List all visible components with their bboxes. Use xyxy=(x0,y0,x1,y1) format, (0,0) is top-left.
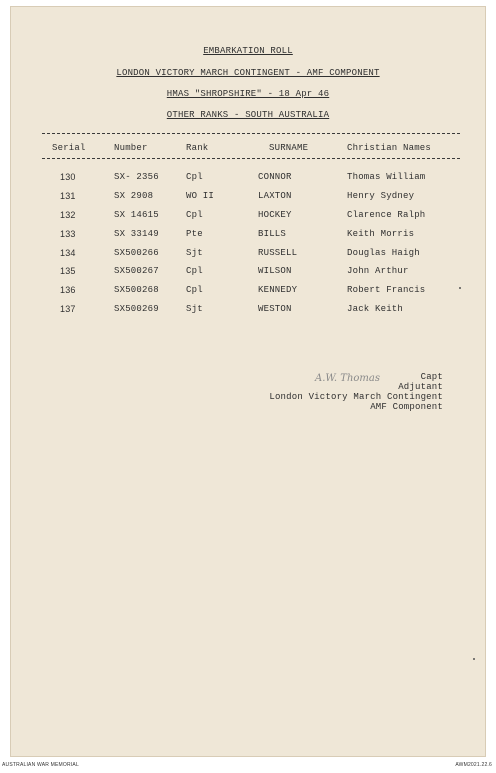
paper-mark xyxy=(459,287,461,289)
cell-rank: Pte xyxy=(186,229,203,239)
cell-number: SX500267 xyxy=(114,266,159,276)
cell-surname: HOCKEY xyxy=(258,210,292,220)
cell-serial: 133 xyxy=(60,229,76,239)
cell-number: SX 33149 xyxy=(114,229,159,239)
cell-christian-names: Douglas Haigh xyxy=(347,248,420,258)
cell-christian-names: John Arthur xyxy=(347,266,409,276)
archive-reference: AWM2021.22.6 xyxy=(455,762,492,768)
ship-date-line: HMAS "SHROPSHIRE" - 18 Apr 46 xyxy=(166,89,330,99)
signatory-title: Adjutant xyxy=(398,382,443,392)
ranks-state-line: OTHER RANKS - SOUTH AUSTRALIA xyxy=(166,110,330,120)
cell-christian-names: Thomas William xyxy=(347,172,426,182)
archive-label: AUSTRALIAN WAR MEMORIAL xyxy=(2,762,79,768)
header-christian-names: Christian Names xyxy=(347,143,432,153)
cell-surname: KENNEDY xyxy=(258,285,298,295)
cell-serial: 135 xyxy=(60,266,76,276)
cell-serial: 136 xyxy=(60,285,76,295)
cell-christian-names: Robert Francis xyxy=(347,285,426,295)
roll-title: EMBARKATION ROLL xyxy=(203,46,293,56)
cell-surname: RUSSELL xyxy=(258,248,298,258)
header-serial: Serial xyxy=(52,143,86,153)
cell-serial: 134 xyxy=(60,248,76,258)
cell-number: SX500269 xyxy=(114,304,159,314)
header-number: Number xyxy=(114,143,148,153)
cell-surname: BILLS xyxy=(258,229,287,239)
cell-christian-names: Jack Keith xyxy=(347,304,404,314)
cell-christian-names: Henry Sydney xyxy=(347,191,415,201)
contingent-title: LONDON VICTORY MARCH CONTINGENT - AMF COMPONENT xyxy=(116,68,380,78)
cell-number: SX 2908 xyxy=(114,191,154,201)
cell-number: SX- 2356 xyxy=(114,172,159,182)
top-divider xyxy=(42,133,460,134)
cell-number: SX500266 xyxy=(114,248,159,258)
cell-number: SX 14615 xyxy=(114,210,159,220)
cell-rank: Cpl xyxy=(186,172,203,182)
header-rank: Rank xyxy=(186,143,209,153)
cell-rank: Cpl xyxy=(186,266,203,276)
cell-christian-names: Clarence Ralph xyxy=(347,210,426,220)
cell-serial: 131 xyxy=(60,191,76,201)
cell-surname: WESTON xyxy=(258,304,292,314)
signatory-org-line2: AMF Component xyxy=(370,402,443,412)
header-divider xyxy=(42,158,460,159)
cell-surname: CONNOR xyxy=(258,172,292,182)
cell-serial: 132 xyxy=(60,210,76,220)
cell-rank: Cpl xyxy=(186,210,203,220)
cell-rank: Sjt xyxy=(186,304,203,314)
handwritten-signature: A.W. Thomas xyxy=(315,373,380,384)
cell-rank: Sjt xyxy=(186,248,203,258)
cell-surname: WILSON xyxy=(258,266,292,276)
cell-serial: 130 xyxy=(60,172,76,182)
cell-serial: 137 xyxy=(60,304,76,314)
header-surname: SURNAME xyxy=(269,143,309,153)
paper-mark xyxy=(473,658,475,660)
cell-surname: LAXTON xyxy=(258,191,292,201)
signatory-rank: Capt xyxy=(420,372,443,382)
cell-christian-names: Keith Morris xyxy=(347,229,415,239)
cell-number: SX500268 xyxy=(114,285,159,295)
cell-rank: Cpl xyxy=(186,285,203,295)
cell-rank: WO II xyxy=(186,191,215,201)
signatory-org-line1: London Victory March Contingent xyxy=(269,392,443,402)
